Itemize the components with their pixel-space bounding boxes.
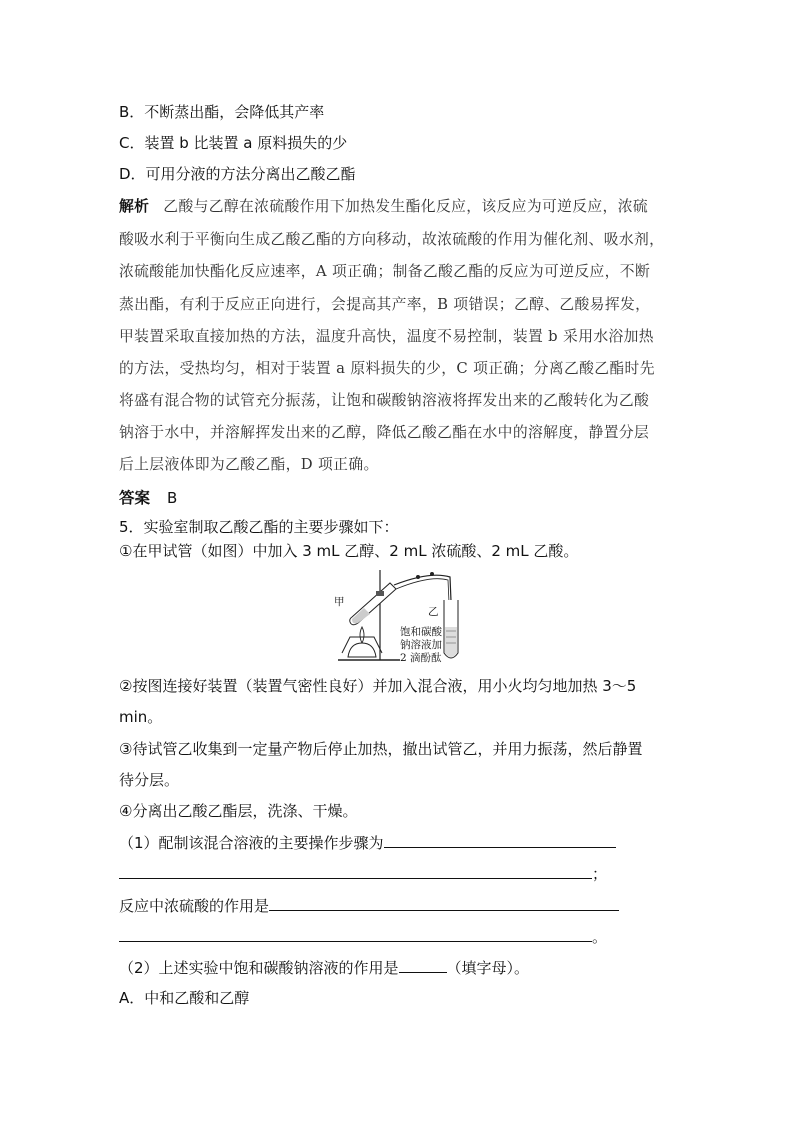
q5-step-2a: ②按图连接好装置（装置气密性良好）并加入混合液，用小火均匀地加热 3～5 <box>119 677 637 695</box>
sub1b-line <box>119 896 619 916</box>
explanation-line-1: 解析 乙酸与乙醇在浓硫酸作用下加热发生酯化反应，该反应为可逆反应，浓硫 <box>119 198 648 215</box>
sub1-line-2: ； <box>119 864 607 884</box>
flame <box>360 627 364 643</box>
label-solution-1: 饱和碳酸 <box>400 626 442 638</box>
option-c: C．装置 b 比装置 a 原料损失的少 <box>119 134 348 152</box>
sub2-blank[interactable] <box>399 958 447 973</box>
sub2-text: （2）上述实验中饱和碳酸钠溶液的作用是 <box>119 959 399 977</box>
sub1-line <box>119 833 616 853</box>
q5-step-3a: ③待试管乙收集到一定量产物后停止加热，撤出试管乙，并用力振荡，然后静置 <box>119 740 643 758</box>
label-yi: 乙 <box>428 606 439 618</box>
label-jia: 甲 <box>334 596 345 608</box>
explanation-line-7: 将盛有混合物的试管充分振荡，让饱和碳酸钠溶液将挥发出来的乙酸转化为乙酸 <box>119 392 650 409</box>
q5-title: 5．实验室制取乙酸乙酯的主要步骤如下： <box>119 518 399 536</box>
liquid-yi <box>445 627 457 657</box>
sub1-blank-1[interactable] <box>384 833 616 848</box>
option-b: B．不断蒸出酯，会降低其产率 <box>119 103 325 121</box>
answer-label: 答案 <box>119 488 151 507</box>
delivery-tube <box>394 575 452 625</box>
q5-step-2b: min。 <box>119 708 163 726</box>
sub1b-line-2: 。 <box>119 927 607 947</box>
answer-line <box>119 488 177 508</box>
explanation-label: 解析 <box>119 198 150 215</box>
sub1b-blank-1[interactable] <box>269 896 619 911</box>
sub1b-text: 反应中浓硫酸的作用是 <box>119 897 270 915</box>
q5-step-3b: 待分层。 <box>119 771 180 789</box>
label-solution-3: 2 滴酚酞 <box>400 652 442 664</box>
sub1b-blank-2[interactable] <box>119 927 592 942</box>
explanation-line-4: 蒸出酯，有利于反应正向进行，会提高其产率，B 项错误；乙醇、乙酸易挥发， <box>119 296 651 313</box>
option-d: D．可用分液的方法分离出乙酸乙酯 <box>119 165 356 183</box>
q5-step-4: ④分离出乙酸乙酯层，洗涤、干燥。 <box>119 802 358 820</box>
q5-step-1: ①在甲试管（如图）中加入 3 mL 乙醇、2 mL 浓硫酸、2 mL 乙酸。 <box>119 542 579 560</box>
answer-value: B <box>166 489 178 507</box>
clamp <box>376 591 384 596</box>
explanation-line-9: 后上层液体即为乙酸乙酯，D 项正确。 <box>119 456 379 473</box>
explanation-line-8: 钠溶于水中，并溶解挥发出来的乙醇，降低乙酸乙酯在水中的溶解度，静置分层 <box>119 424 650 441</box>
explanation-line-5: 甲装置采取直接加热的方法，温度升高快，温度不易控制，装置 b 采用水浴加热 <box>119 328 654 345</box>
label-solution-2: 钠溶液加 <box>400 639 442 651</box>
sub2-option-a: A．中和乙酸和乙醇 <box>119 989 250 1007</box>
explanation-line-3: 浓硫酸能加快酯化反应速率，A 项正确；制备乙酸乙酯的反应为可逆反应，不断 <box>119 263 651 280</box>
alcohol-lamp <box>348 643 376 657</box>
sub2-line: （2）上述实验中饱和碳酸钠溶液的作用是 （填字母）。 <box>119 959 530 977</box>
explanation-line-6: 的方法，受热均匀，相对于装置 a 原料损失的少，C 项正确；分离乙酸乙酯时先 <box>119 360 655 377</box>
sub1-blank-2[interactable] <box>119 864 592 879</box>
apparatus-figure <box>330 565 470 665</box>
sub1-text: （1）配制该混合溶液的主要操作步骤为 <box>119 834 384 852</box>
explanation-line-2: 酸吸水利于平衡向生成乙酸乙酯的方向移动，故浓硫酸的作用为催化剂、吸水剂， <box>119 231 665 248</box>
